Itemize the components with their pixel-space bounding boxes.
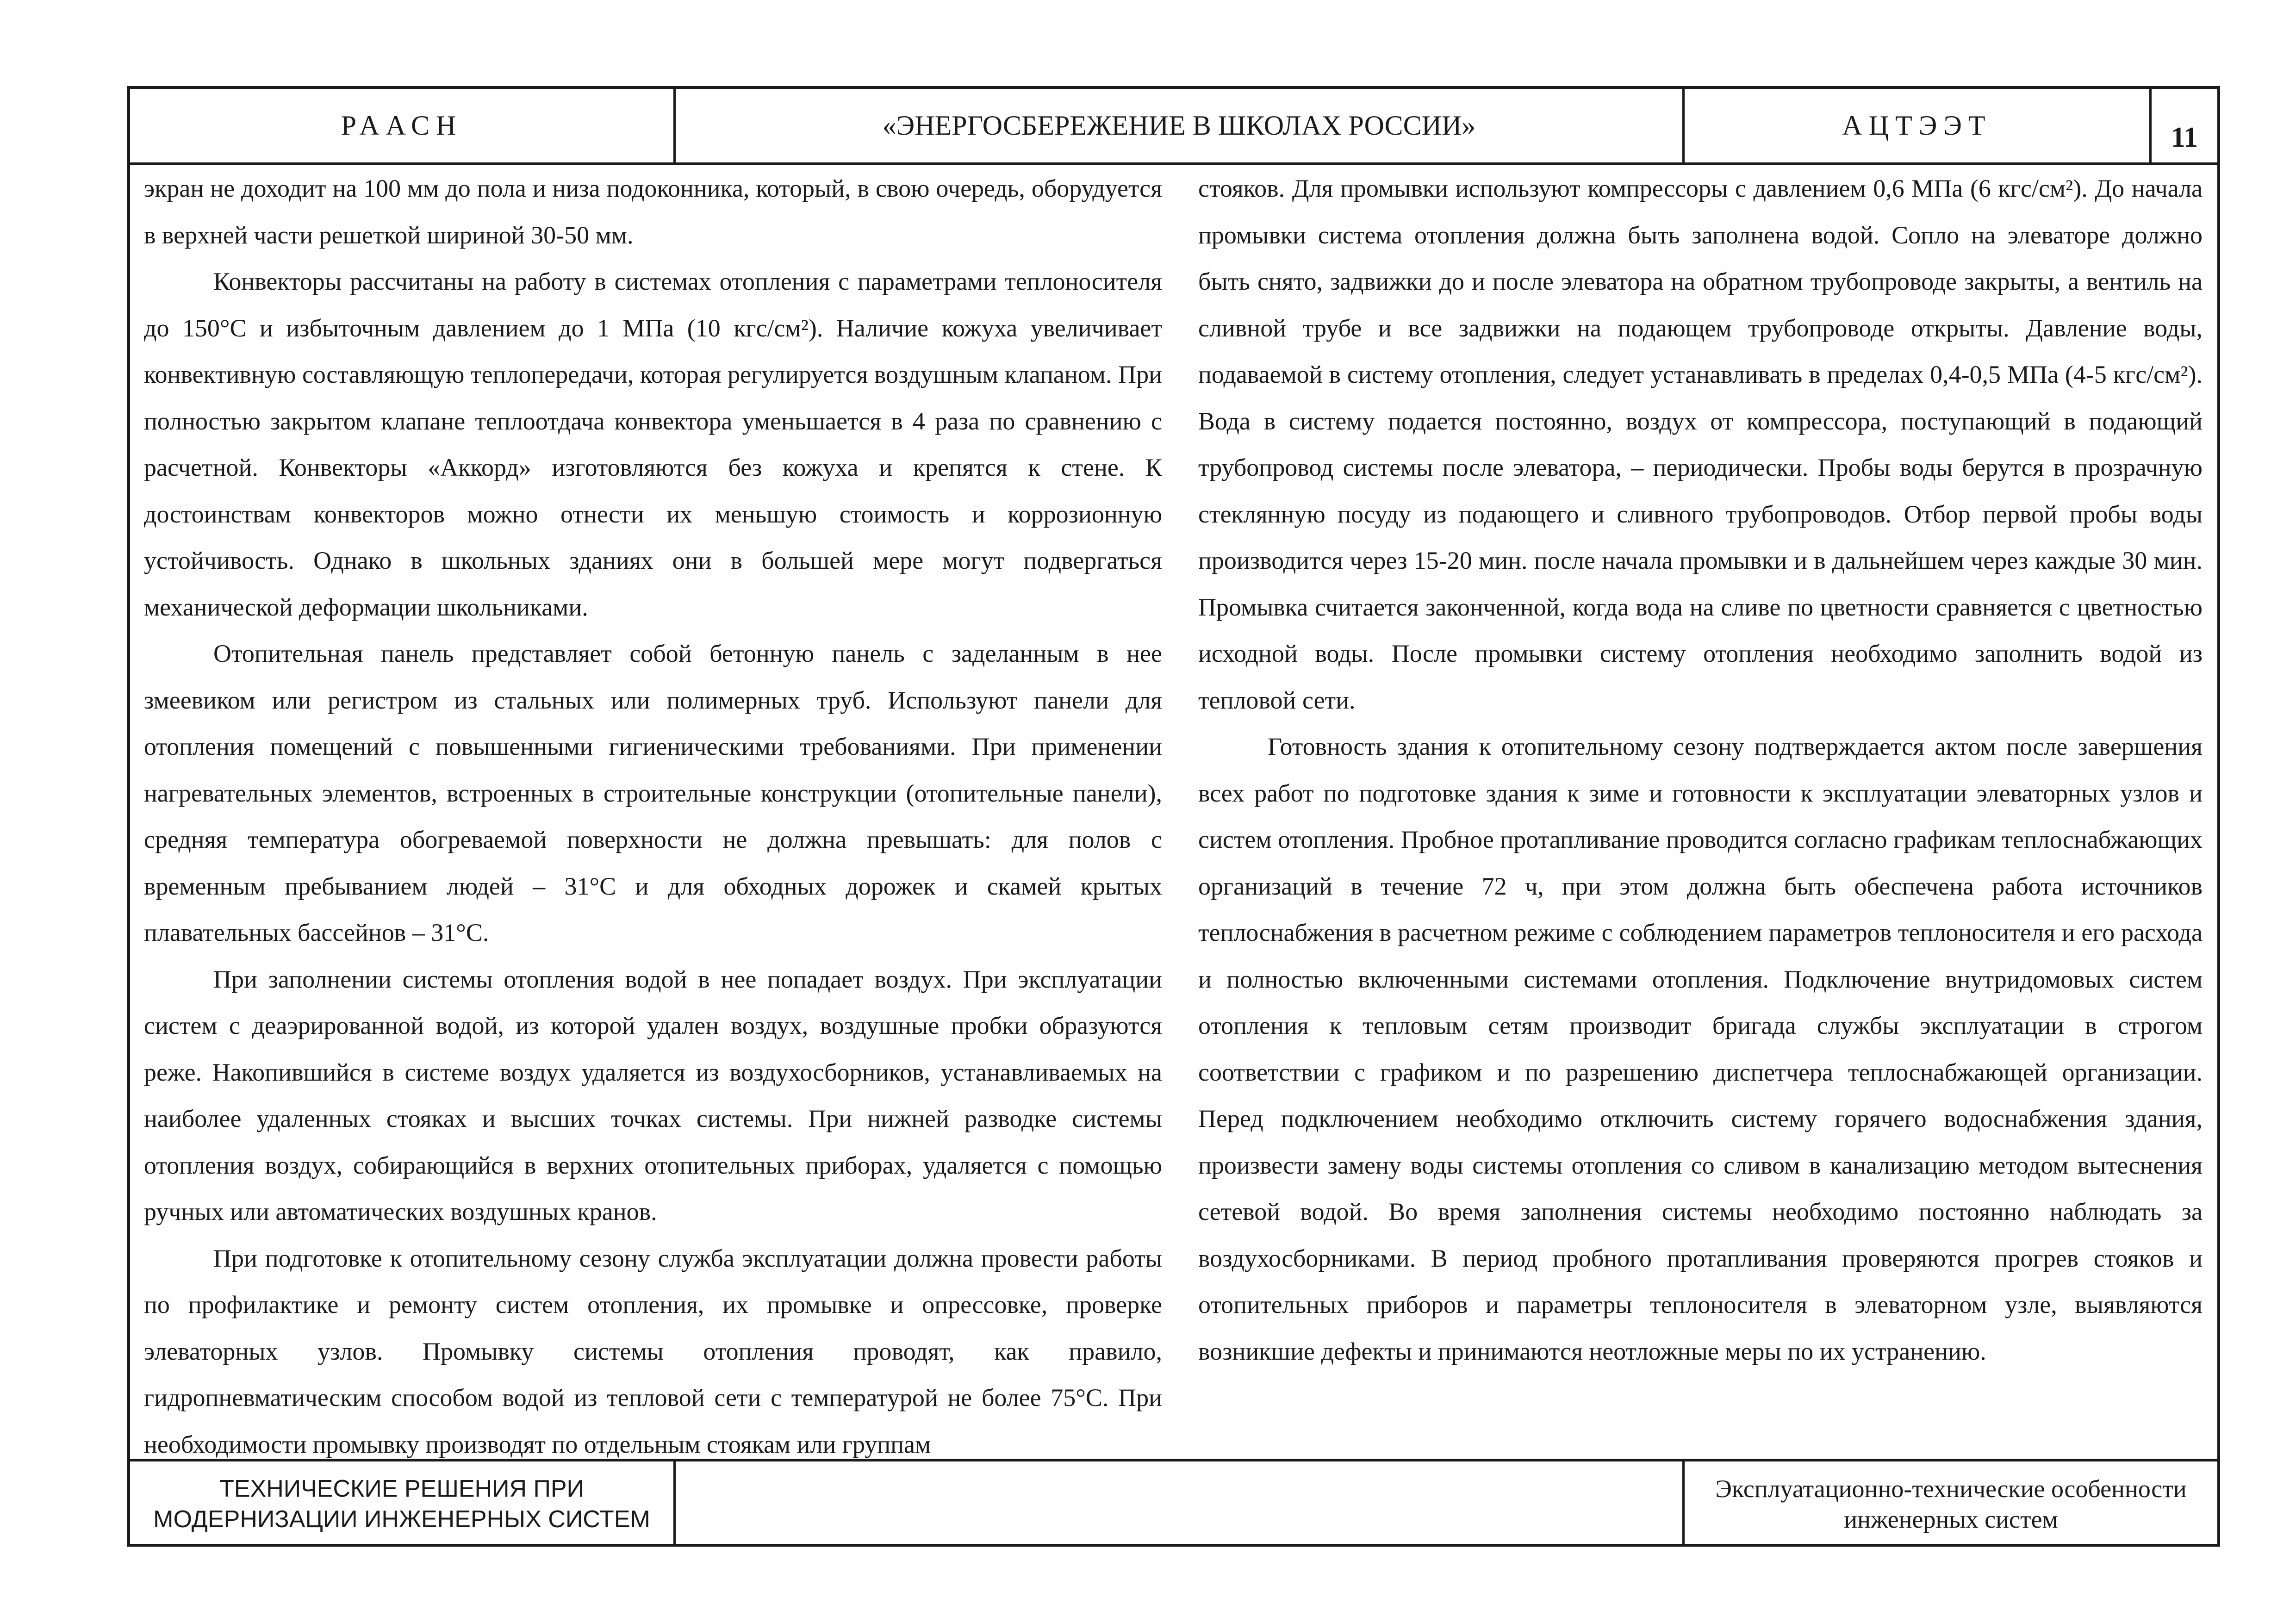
right-column [1198,165,2203,1459]
footer-right-line2: инженерных систем [1844,1505,2058,1533]
page-frame [127,86,2220,1547]
header-title: «ЭНЕРГОСБЕРЕЖЕНИЕ В ШКОЛАХ РОССИИ» [676,89,1685,162]
footer-left-line1: ТЕХНИЧЕСКИЕ РЕШЕНИЯ ПРИ [219,1475,584,1502]
paragraph: Готовность здания к отопительному сезону подтверждается актом после завершения всех работ по подготовке здания к зиме и готовности к эксплуатации элеваторных узлов и систем отопления. Пробное протапливание проводится согласно графикам теплоснабжающих организаций в течение 72 ч, при этом должна быть обеспечена работа источников теплоснабжения в расчетном режиме с соблюдением параметров теплоносителя и его расхода и полностью включенными системами отопления. Подключение внутридомовых систем отопления к тепловым сетям производит бригада службы эксплуатации в строгом соответствии с графиком и по разрешению диспетчера теплоснабжающей организации. Перед подключением необходимо отключить систему горячего водоснабжения здания, произвести замену воды системы отопления со сливом в канализацию методом вытеснения сетевой водой. Во время заполнения системы необходимо постоянно наблюдать за воздухосборниками. В период пробного протапливания проверяются прогрев стояков и отопительных приборов и параметры теплоносителя в элеваторном узле, выявляются возникшие дефекты и принимаются неотложные меры по их устранению. [1198,733,2203,1365]
footer-left-line2: МОДЕРНИЗАЦИИ ИНЖЕНЕРНЫХ СИСТЕМ [153,1506,650,1533]
footer-section-title [130,1461,676,1547]
paragraph: Конвекторы рассчитаны на работу в системах отопления с параметрами теплоносителя до 150°С и избыточным давлением до 1 МПа (10 кгс/см²). Наличие кожуха увеличивает конвективную составляющую теплопередачи, которая регулируется воздушным клапаном. При полностью закрытом клапане теплоотдача конвектора уменьшается в 4 раза по сравнению с расчетной. Конвекторы «Аккорд» изготовляются без кожуха и крепятся к стене. К достоинствам конвекторов можно отнести их меньшую стоимость и коррозионную устойчивость. Однако в школьных зданиях они в большей мере могут подвергаться механической деформации школьниками. [144,267,1162,621]
header-org2: АЦТЭЭТ [1685,89,2152,162]
paragraph: При подготовке к отопительному сезону служба эксплуатации должна провести работы по профилактике и ремонту систем отопления, их промывке и опрессовке, проверке элеваторных узлов. Промывку системы отопления проводят, как правило, гидропневматическим способом водой из тепловой сети с температурой не более 75°С. При необходимости промывку производят по отдельным стоякам или группам [144,1244,1162,1458]
header-org: РААСН [130,89,676,162]
left-column [144,165,1162,1459]
page-body [130,165,2217,1459]
paragraph: экран не доходит на 100 мм до пола и низа подоконника, который, в свою очередь, оборудуется в верхней части решеткой шириной 30-50 мм. [144,174,1162,249]
page-number: 11 [2171,122,2198,153]
paragraph: стояков. Для промывки используют компрессоры с давлением 0,6 МПа (6 кгс/см²). До начала промывки система отопления должна быть заполнена водой. Сопло на элеваторе должно быть снято, задвижки до и после элеватора на обратном трубопроводе закрыты, а вентиль на сливной трубе и все задвижки на подающем трубопроводе открыты. Давление воды, подаваемой в систему отопления, следует устанавливать в пределах 0,4-0,5 МПа (4-5 кгс/см²). Вода в систему подается постоянно, воздух от компрессора, поступающий в подающий трубопровод системы после элеватора, – периодически. Пробы воды берутся в прозрачную стеклянную посуду из подающего и сливного трубопроводов. Отбор первой пробы воды производится через 15-20 мин. после начала промывки и в дальнейшем через каждые 30 мин. Промывка считается законченной, когда вода на сливе по цветности сравняется с цветностью исходной воды. После промывки систему отопления необходимо заполнить водой из тепловой сети. [1198,174,2203,714]
page-header [130,89,2217,165]
footer-chapter-title [1685,1461,2217,1547]
page-footer [130,1459,2217,1547]
paragraph: Отопительная панель представляет собой бетонную панель с заделанным в нее змеевиком или регистром из стальных или полимерных труб. Используют панели для отопления помещений с повышенными гигиеническими требованиями. При применении нагревательных элементов, встроенных в строительные конструкции (отопительные панели), средняя температура обогреваемой поверхности не должна превышать: для полов с временным пребыванием людей – 31°С и для обходных дорожек и скамей крытых плавательных бассейнов – 31°С. [144,640,1162,946]
footer-blank-cell [676,1461,1685,1547]
paragraph: При заполнении системы отопления водой в нее попадает воздух. При эксплуатации систем с деаэрированной водой, из которой удален воздух, воздушные пробки образуются реже. Накопившийся в системе воздух удаляется из воздухосборников, устанавливаемых на наиболее удаленных стояках и высших точках системы. При нижней разводке системы отопления воздух, собирающийся в верхних отопительных приборах, удаляется с помощью ручных или автоматических воздушных кранов. [144,965,1162,1225]
footer-right-line1: Эксплуатационно-технические особенности [1715,1475,2187,1503]
